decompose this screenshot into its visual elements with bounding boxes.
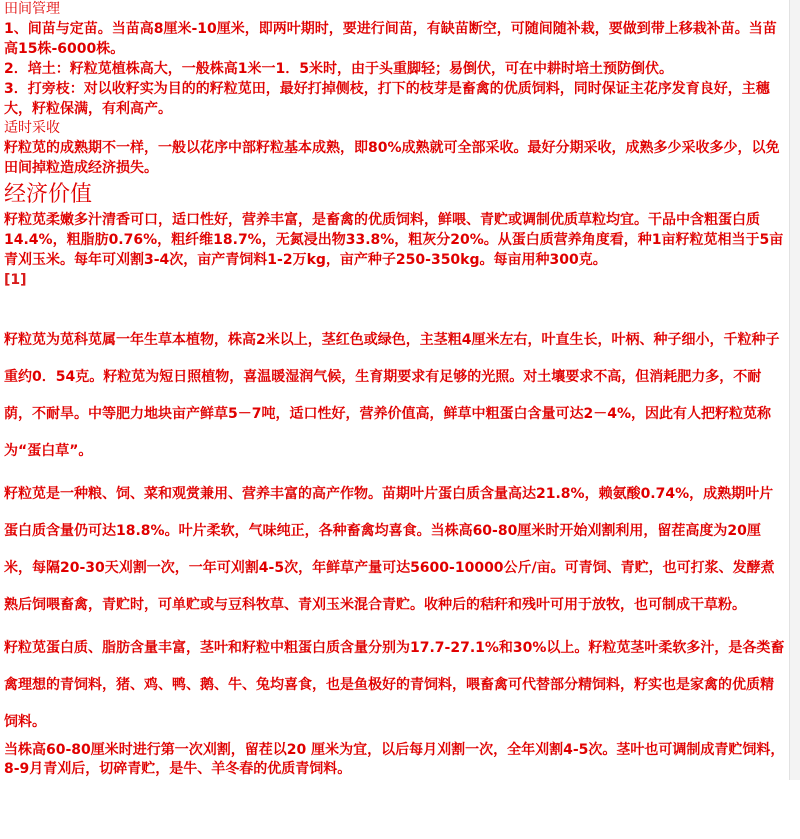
- paragraph-harvest: 籽粒苋的成熟期不一样，一般以花序中部籽粒基本成熟，即80%成熟就可全部采收。最好分期采收，成熟多少采收多少，以免田间掉粒造成经济损失。: [4, 140, 780, 176]
- paragraph-earthing-up: 2．培土：籽粒苋植株高大，一般株高1米一1．5米时，由于头重脚轻；易倒伏，可在中耕时培土预防倒伏。: [4, 61, 673, 77]
- paragraph-description-2: 籽粒苋是一种粮、饲、菜和观赏兼用、营养丰富的高产作物。苗期叶片蛋白质含量高达21.8%，赖氨酸0.74%，成熟期叶片蛋白质含量仍可达18.8%。叶片柔软，气味纯正，各种畜禽均喜食。当株高60-80厘米时开始刈割利用，留茬高度为20厘米，每隔20-30天刈割一次，一年可刈割4-5次，年鲜草产量可达5600-10000公斤/亩。可青饲、青贮，也可打浆、发酵煮熟后饲喂畜禽，青贮时，可单贮或与豆科牧草、青刈玉米混合青贮。收种后的秸秆和残叶可用于放牧，也可制成干草粉。: [4, 486, 775, 613]
- scrollbar-track[interactable]: [789, 0, 800, 780]
- paragraph-description-4: 当株高60-80厘米时进行第一次刈割，留茬以20 厘米为宜，以后每月刈割一次，全年刈割4-5次。茎叶也可调制成青贮饲料，8-9月青刈后，切碎青贮，是牛、羊冬春的优质青饲料。: [4, 742, 785, 777]
- paragraph-thinning: 1、间苗与定苗。当苗高8厘米-10厘米，即两叶期时，要进行间苗，有缺苗断空，可随间随补栽，要做到带上移栽补苗。当苗高15株-6000株。: [4, 21, 777, 57]
- paragraph-description-3: 籽粒苋蛋白质、脂肪含量丰富，茎叶和籽粒中粗蛋白质含量分别为17.7-27.1%和30%以上。籽粒苋茎叶柔软多汁，是各类畜禽理想的青饲料，猪、鸡、鸭、鹅、牛、兔均喜食，也是鱼极好的青饲料，喂畜禽可代替部分精饲料，籽实也是家禽的优质精饲料。: [4, 640, 785, 730]
- section-title-harvest: 适时采收: [4, 120, 60, 136]
- blank-space: [4, 290, 786, 322]
- paragraph-economic-value: 籽粒苋柔嫩多汁清香可口，适口性好，营养丰富，是畜禽的优质饲料，鲜喂、青贮或调制优质草粒均宜。干品中含粗蛋白质14.4%，粗脂肪0.76%，粗纤维18.7%，无氮浸出物33.8%，粗灰分20%。从蛋白质营养角度看，种1亩籽粒苋相当于5亩青刈玉米。每年可刈割3-4次，亩产青饲料1-2万kg，亩产种子250-350kg。每亩用种300克。: [4, 212, 784, 268]
- paragraph-pruning: 3．打旁枝：对以收籽实为目的的籽粒苋田，最好打掉侧枝，打下的枝芽是畜禽的优质饲料，同时保证主花序发育良好，主穗大，籽粒保满，有利高产。: [4, 81, 770, 117]
- paragraph-description-1: 籽粒苋为苋科苋属一年生草本植物，株高2米以上，茎红色或绿色，主茎粗4厘米左右，叶直生长，叶柄、种子细小，千粒种子重约0．54克。籽粒苋为短日照植物，喜温暖湿润气候，生育期要求有足够的光照。对土壤要求不高，但消耗肥力多，不耐荫，不耐旱。中等肥力地块亩产鲜草5－7吨，适口性好，营养价值高，鲜草中粗蛋白含量可达2－4%，因此有人把籽粒苋称为“蛋白草”。: [4, 332, 780, 459]
- citation-link[interactable]: [1]: [4, 272, 27, 288]
- section-title-field-management: 田间管理: [4, 1, 60, 17]
- section-title-economic-value: 经济价值: [4, 182, 93, 207]
